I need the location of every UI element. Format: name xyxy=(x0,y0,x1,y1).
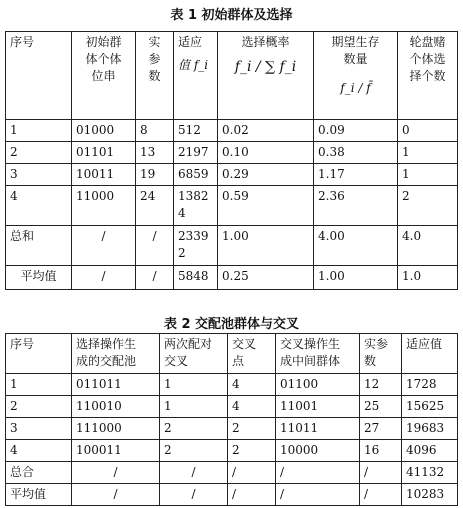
table-row xyxy=(6,440,458,462)
t2-r4-c4: / xyxy=(276,462,360,484)
t1-h5-l2: f_i / f̄ xyxy=(340,81,371,95)
t1-r5-c3: 5848 xyxy=(174,266,218,290)
t1-h4-l1: f_i / ∑ f_i xyxy=(234,59,297,75)
t2-header-matingpool xyxy=(72,334,160,374)
t1-header-expected xyxy=(314,32,398,120)
t1-h2-l2: 数 xyxy=(148,69,161,83)
t1-r0-c6: 0 xyxy=(398,120,458,142)
t1-r3-c0: 4 xyxy=(6,186,72,226)
t1-r1-c6: 1 xyxy=(398,142,458,164)
t2-r2-c3: 2 xyxy=(228,418,276,440)
table-row xyxy=(6,462,458,484)
t1-r4-c5: 4.00 xyxy=(314,226,398,266)
t1-r4-c1: / xyxy=(72,226,136,266)
table1-header-row xyxy=(6,32,458,120)
t2-r5-c6: 10283 xyxy=(402,484,458,506)
t2-h0-l0: 序号 xyxy=(10,337,35,351)
t1-r2-c6: 1 xyxy=(398,164,458,186)
t2-r4-c5: / xyxy=(360,462,402,484)
t1-r3-c6: 2 xyxy=(398,186,458,226)
t2-h6-l0: 适应值 xyxy=(406,337,443,351)
t1-r3-c3: 1382 4 xyxy=(174,186,218,226)
t1-r1-c5: 0.38 xyxy=(314,142,398,164)
t2-r5-c4: / xyxy=(276,484,360,506)
t2-r3-c2: 2 xyxy=(160,440,228,462)
t1-r2-c4: 0.29 xyxy=(218,164,314,186)
t2-r4-c6: 41132 xyxy=(402,462,458,484)
t2-r5-c1: / xyxy=(72,484,160,506)
t2-r0-c6: 1728 xyxy=(402,374,458,396)
t2-r5-c2: / xyxy=(160,484,228,506)
t1-r4-c0: 总和 xyxy=(6,226,72,266)
t1-r4-c6: 4.0 xyxy=(398,226,458,266)
t2-header-realparam xyxy=(360,334,402,374)
t2-r0-c4: 01100 xyxy=(276,374,360,396)
t1-h5-l0: 期望生存 xyxy=(331,35,380,49)
t2-h2-l0: 两次配对 xyxy=(164,337,213,351)
t1-h4-l0: 选择概率 xyxy=(241,35,290,49)
t1-r0-c3: 512 xyxy=(174,120,218,142)
t2-r2-c0: 3 xyxy=(6,418,72,440)
t1-r2-c5: 1.17 xyxy=(314,164,398,186)
t2-r5-c0: 平均值 xyxy=(6,484,72,506)
t2-r2-c6: 19683 xyxy=(402,418,458,440)
t1-r3-c4: 0.59 xyxy=(218,186,314,226)
t2-r1-c4: 11001 xyxy=(276,396,360,418)
t2-h1-l1: 成的交配池 xyxy=(76,354,137,368)
t1-header-bitstring xyxy=(72,32,136,120)
t2-r1-c1: 110010 xyxy=(72,396,160,418)
t1-r3-c5: 2.36 xyxy=(314,186,398,226)
t2-r0-c3: 4 xyxy=(228,374,276,396)
t2-header-intermediate xyxy=(276,334,360,374)
t1-header-fitness xyxy=(174,32,218,120)
t1-header-realparam xyxy=(136,32,174,120)
t1-r2-c1: 10011 xyxy=(72,164,136,186)
t1-h1-l2: 位串 xyxy=(91,69,116,83)
t1-h1-l0: 初始群 xyxy=(85,35,122,49)
table1-title: 表 1 初始群体及选择 xyxy=(170,8,293,23)
t1-r5-c0: 平均值 xyxy=(6,266,72,290)
table-row xyxy=(6,226,458,266)
t1-r0-c1: 01000 xyxy=(72,120,136,142)
t1-r2-c2: 19 xyxy=(136,164,174,186)
table-row xyxy=(6,164,458,186)
t1-r0-c0: 1 xyxy=(6,120,72,142)
table2-header-row xyxy=(6,334,458,374)
t2-r3-c3: 2 xyxy=(228,440,276,462)
table-row xyxy=(6,186,458,226)
table-row xyxy=(6,396,458,418)
t2-r5-c3: / xyxy=(228,484,276,506)
t2-r0-c0: 1 xyxy=(6,374,72,396)
t1-r0-c4: 0.02 xyxy=(218,120,314,142)
t2-r4-c3: / xyxy=(228,462,276,484)
t2-h4-l0: 交叉操作生 xyxy=(280,337,341,351)
t2-r3-c5: 16 xyxy=(360,440,402,462)
t1-r1-c0: 2 xyxy=(6,142,72,164)
t2-r2-c2: 2 xyxy=(160,418,228,440)
t1-r2-c0: 3 xyxy=(6,164,72,186)
t2-r0-c2: 1 xyxy=(160,374,228,396)
t2-h1-l0: 选择操作生 xyxy=(76,337,137,351)
table-row xyxy=(6,418,458,440)
t1-r4-c3: 2339 2 xyxy=(174,226,218,266)
t2-header-crosspoint xyxy=(228,334,276,374)
t1-r3-c2: 24 xyxy=(136,186,174,226)
t1-r5-c4: 0.25 xyxy=(218,266,314,290)
t2-r0-c1: 011011 xyxy=(72,374,160,396)
t2-r2-c4: 11011 xyxy=(276,418,360,440)
t2-r4-c0: 总合 xyxy=(6,462,72,484)
t1-r4-c4: 1.00 xyxy=(218,226,314,266)
t1-r1-c2: 13 xyxy=(136,142,174,164)
t1-r4-c2: / xyxy=(136,226,174,266)
t2-r1-c5: 25 xyxy=(360,396,402,418)
t2-h5-l0: 实参 xyxy=(364,337,389,351)
t1-h2-l0: 实 xyxy=(148,35,161,49)
t1-r0-c5: 0.09 xyxy=(314,120,398,142)
t2-h3-l1: 点 xyxy=(232,354,245,368)
table-row xyxy=(6,374,458,396)
t1-r5-c6: 1.0 xyxy=(398,266,458,290)
t1-r0-c2: 8 xyxy=(136,120,174,142)
t2-r1-c2: 1 xyxy=(160,396,228,418)
t2-r0-c5: 12 xyxy=(360,374,402,396)
t2-r2-c1: 111000 xyxy=(72,418,160,440)
t1-header-index xyxy=(6,32,72,120)
t2-header-fitness xyxy=(402,334,458,374)
t2-h4-l1: 成中间群体 xyxy=(280,354,341,368)
t1-r1-c3: 2197 xyxy=(174,142,218,164)
t2-header-index xyxy=(6,334,72,374)
t2-r4-c1: / xyxy=(72,462,160,484)
t2-h3-l0: 交叉 xyxy=(232,337,257,351)
table-row xyxy=(6,266,458,290)
t2-r3-c0: 4 xyxy=(6,440,72,462)
t1-h3-l0: 适应 xyxy=(178,35,203,49)
table2 xyxy=(5,333,458,506)
t1-h5-l1: 数量 xyxy=(343,52,368,66)
t1-r1-c4: 0.10 xyxy=(218,142,314,164)
t2-h2-l1: 交叉 xyxy=(164,354,189,368)
t1-h2-l1: 参 xyxy=(148,52,161,66)
table-row xyxy=(6,120,458,142)
table2-title: 表 2 交配池群体与交叉 xyxy=(163,317,300,332)
t1-r3-c1: 11000 xyxy=(72,186,136,226)
t2-r1-c3: 4 xyxy=(228,396,276,418)
t2-h5-l1: 数 xyxy=(364,354,377,368)
t2-r1-c6: 15625 xyxy=(402,396,458,418)
t1-h3-l1: 值 f_i xyxy=(178,58,209,72)
t2-r3-c1: 100011 xyxy=(72,440,160,462)
t1-r5-c2: / xyxy=(136,266,174,290)
t2-r4-c2: / xyxy=(160,462,228,484)
t1-h6-l2: 择个数 xyxy=(409,69,446,83)
t1-h1-l1: 体个体 xyxy=(85,52,122,66)
t2-r5-c5: / xyxy=(360,484,402,506)
table-row xyxy=(6,484,458,506)
t1-header-roulette xyxy=(398,32,458,120)
t1-h6-l1: 个体选 xyxy=(409,52,446,66)
t2-header-pairing xyxy=(160,334,228,374)
t2-r1-c0: 2 xyxy=(6,396,72,418)
t2-r3-c4: 10000 xyxy=(276,440,360,462)
t1-r1-c1: 01101 xyxy=(72,142,136,164)
t1-h6-l0: 轮盘赌 xyxy=(409,35,446,49)
t1-r5-c5: 1.00 xyxy=(314,266,398,290)
t1-h0-l0: 序号 xyxy=(10,35,35,49)
table1 xyxy=(5,31,458,290)
table-row xyxy=(6,142,458,164)
t2-r2-c5: 27 xyxy=(360,418,402,440)
t2-r3-c6: 4096 xyxy=(402,440,458,462)
t1-header-selprob xyxy=(218,32,314,120)
t1-r5-c1: / xyxy=(72,266,136,290)
t1-r2-c3: 6859 xyxy=(174,164,218,186)
